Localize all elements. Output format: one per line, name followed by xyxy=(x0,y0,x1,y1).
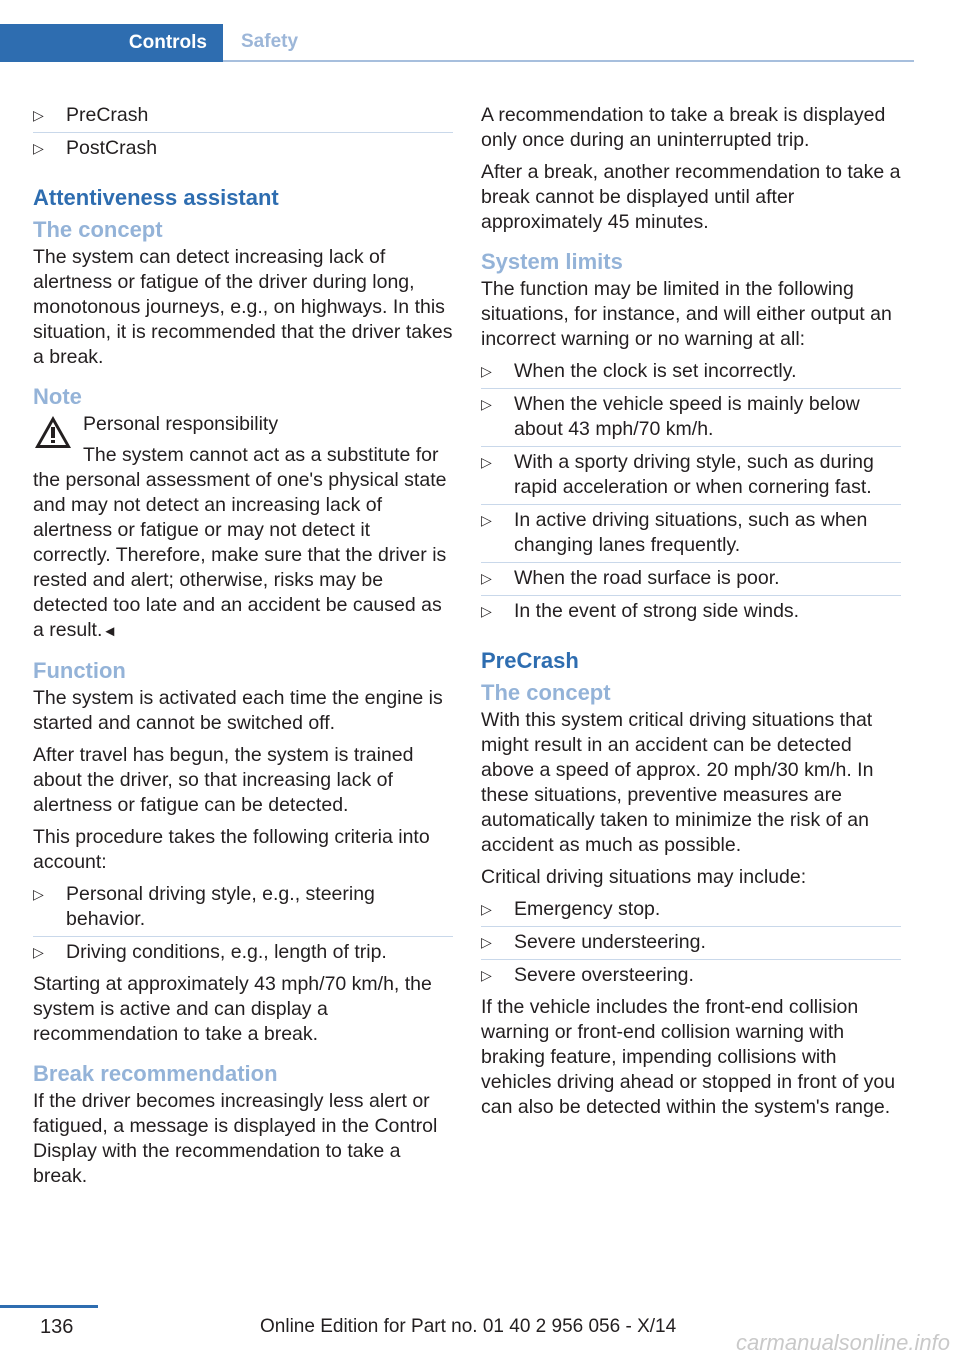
list-item: ▷ When the road surface is poor. xyxy=(481,566,901,596)
paragraph-right-1: A recommendation to take a break is displayed only once during an uninterrupted trip. xyxy=(481,104,886,151)
footer-rule xyxy=(0,1305,98,1308)
triangle-right-icon: ▷ xyxy=(481,396,492,412)
triangle-right-icon: ▷ xyxy=(481,363,492,379)
header-tabs xyxy=(0,24,896,62)
note-block xyxy=(33,412,453,644)
list-item: ▷ Personal driving style, e.g., steering behavior. xyxy=(33,882,453,937)
triangle-right-icon: ▷ xyxy=(481,570,492,586)
triangle-right-icon: ▷ xyxy=(481,512,492,528)
list-item: ▷ Severe oversteering. xyxy=(481,964,694,986)
tab-safety[interactable]: Safety xyxy=(223,24,914,62)
paragraph-function-4: Starting at approximately 43 mph/70 km/h, the system is active and can display a recommendation to take a break. xyxy=(33,973,432,1045)
triangle-right-icon: ▷ xyxy=(33,140,44,156)
paragraph-function-1: The system is activated each time the engine is started and cannot be switched off. xyxy=(33,687,443,734)
triangle-right-icon: ▷ xyxy=(481,901,492,917)
end-mark: ◄ xyxy=(102,623,118,640)
list-item: ▷ When the clock is set incorrectly. xyxy=(481,359,901,389)
criteria-list xyxy=(33,882,453,969)
heading-limits: System limits xyxy=(481,249,623,274)
edition-text: Online Edition for Part no. 01 40 2 956 056 - X/14 xyxy=(260,1316,677,1337)
heading-concept-2: The concept xyxy=(481,680,611,705)
paragraph-right-2: After a break, another recommendation to take a break cannot be displayed until after approximately 45 minutes. xyxy=(481,161,901,233)
paragraph-precrash-2: Critical driving situations may include: xyxy=(481,866,807,888)
list-item: ▷ When the vehicle speed is mainly below about 43 mph/70 km/h. xyxy=(481,392,901,447)
list-item: ▷ Emergency stop. xyxy=(481,897,901,927)
triangle-right-icon: ▷ xyxy=(33,886,44,902)
triangle-right-icon: ▷ xyxy=(33,107,44,123)
list-item: ▷ With a sporty driving style, such as during rapid acceleration or when cornering fast. xyxy=(481,450,901,505)
paragraph-concept: The system can detect increasing lack of alertness or fatigue of the driver during long, monotonous journeys, e.g., on highways. In this situation, it is recommended that the driver takes a break. xyxy=(33,246,453,368)
heading-attentiveness: Attentiveness assistant xyxy=(33,185,279,210)
triangle-right-icon: ▷ xyxy=(481,603,492,619)
paragraph-function-3: This procedure takes the following criteria into account: xyxy=(33,826,430,873)
watermark: carmanualsonline.info xyxy=(735,1330,950,1355)
list-item: ▷ Severe understeering. xyxy=(481,930,901,960)
tab-controls[interactable]: Controls xyxy=(0,24,223,62)
left-column xyxy=(33,103,453,1196)
limits-list xyxy=(481,359,901,628)
list-item: ▷ Driving conditions, e.g., length of trip. xyxy=(33,941,387,963)
list-item: ▷ PostCrash xyxy=(33,137,158,159)
list-item: ▷ In active driving situations, such as when changing lanes frequently. xyxy=(481,508,901,563)
heading-precrash: PreCrash xyxy=(481,648,579,673)
page-number: 136 xyxy=(40,1316,74,1338)
triangle-right-icon: ▷ xyxy=(33,944,44,960)
note-text: The system cannot act as a substitute for the personal assessment of one's physical state and may not detect an increasing lack of alertness or fatigue or may not detect it correctly. Therefore, make sure that the driver is rested and alert; otherwise, risks may be detected too late and an accident be caused as a result.◄ xyxy=(33,444,447,641)
paragraph-function-2: After travel has begun, the system is trained about the driver, so that increasing lack of alertness or fatigue can be detected. xyxy=(33,744,414,816)
top-bullet-list xyxy=(33,103,453,165)
note-title: Personal responsibility xyxy=(83,413,279,435)
triangle-right-icon: ▷ xyxy=(481,967,492,983)
heading-concept: The concept xyxy=(33,217,163,242)
warning-triangle-icon xyxy=(33,414,73,450)
triangle-right-icon: ▷ xyxy=(481,454,492,470)
paragraph-break: If the driver becomes increasingly less alert or fatigued, a message is displayed in the Control Display with the recommendation to take a break. xyxy=(33,1090,438,1187)
list-item: ▷ PreCrash xyxy=(33,103,453,133)
heading-break: Break recommendation xyxy=(33,1061,278,1086)
right-column xyxy=(481,103,901,1127)
list-item: ▷ In the event of strong side winds. xyxy=(481,600,800,622)
paragraph-limits: The function may be limited in the following situations, for instance, and will either output an incorrect warning or no warning at all: xyxy=(481,278,892,350)
paragraph-precrash-1: With this system critical driving situations that might result in an accident can be detected above a speed of approx. 20 mph/30 km/h. In these situations, preventive measures are automatically taken to minimize the risk of an accident as much as possible. xyxy=(481,709,874,856)
paragraph-precrash-3: If the vehicle includes the front-end collision warning or front-end collision warning with braking feature, impending collisions with vehicles driving ahead or stopped in front of you can also be detected within the system's range. xyxy=(481,996,896,1118)
situations-list xyxy=(481,897,901,992)
triangle-right-icon: ▷ xyxy=(481,934,492,950)
heading-function: Function xyxy=(33,658,126,683)
heading-note: Note xyxy=(33,384,82,409)
